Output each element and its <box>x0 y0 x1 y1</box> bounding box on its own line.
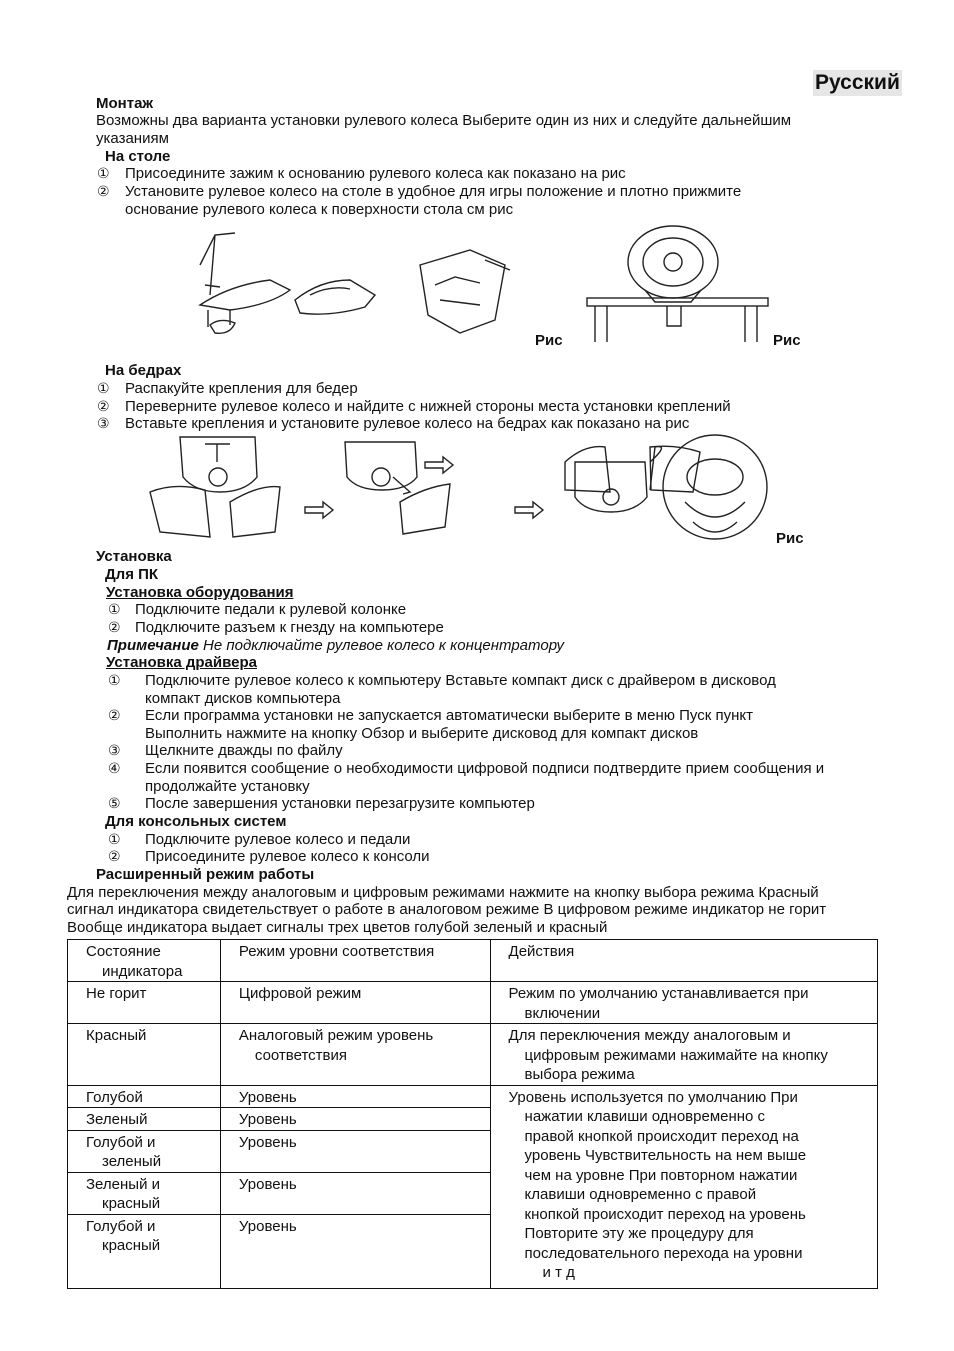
console-heading: Для консольных систем <box>105 813 287 830</box>
step-number: ② <box>97 183 110 199</box>
console-step-2: Присоедините рулевое колесо к консоли <box>145 848 430 865</box>
table-cell-text: Уровень <box>220 1172 490 1214</box>
table-cell-text: Уровень <box>220 1108 490 1131</box>
install-title: Установка <box>96 548 172 565</box>
table-step-2-cont: основание рулевого колеса к поверхности стола см рис <box>125 201 514 218</box>
driver-step-1-cont: компакт дисков компьютера <box>145 690 341 707</box>
step-number: ② <box>108 619 121 635</box>
table-step-1: Присоедините зажим к основанию рулевого колеса как показано на рис <box>125 165 626 182</box>
driver-heading: Установка драйвера <box>106 654 257 671</box>
table-cell-text <box>220 1024 490 1086</box>
table-cell-text: Для переключения между аналоговым и <box>508 1027 791 1044</box>
note <box>107 637 564 654</box>
note-label: Примечание <box>107 637 199 654</box>
table-row <box>68 982 878 1024</box>
note-text: Не подключайте рулевое колесо к концентратору <box>203 637 565 654</box>
header-state <box>68 940 221 982</box>
table-cell-text: Состояние <box>86 943 161 960</box>
wheel-on-table-figure <box>585 222 770 344</box>
driver-step-2-cont: Выполнить нажмите на кнопку Обзор и выберите дисковод для компакт дисков <box>145 725 699 742</box>
step-number: ① <box>108 601 121 617</box>
table-cell-text: Повторите эту же процедуру для <box>524 1225 754 1242</box>
driver-step-4-cont: продолжайте установку <box>145 778 310 795</box>
level-action-cell <box>490 1085 877 1288</box>
driver-step-2: Если программа установки не запускается автоматически выберите в меню Пуск пункт <box>145 707 754 724</box>
lap-mount-heading: На бедрах <box>105 362 182 379</box>
driver-step-3: Щелкните дважды по файлу <box>145 742 343 759</box>
table-cell-text: красный <box>102 1237 161 1254</box>
table-cell-text <box>68 1214 221 1288</box>
header-action: Действия <box>490 940 877 982</box>
table-cell-text: правой кнопкой происходит переход на <box>524 1127 799 1145</box>
table-cell-text: цифровым режимами нажимайте на кнопку <box>524 1046 828 1064</box>
step-number: ③ <box>108 742 121 758</box>
advanced-para-line3: Вообще индикатора выдает сигналы трех цветов голубой зеленый и красный <box>67 919 608 936</box>
figure-label: Рис <box>535 332 563 349</box>
advanced-para-line2: сигнал индикатора свидетельствует о работе в аналоговом режиме В цифровом режиме индикатор не горит <box>67 901 827 918</box>
table-cell-text: Красный <box>68 1024 221 1086</box>
step-number: ① <box>108 831 121 847</box>
lap-step-1: Распакуйте крепления для бедер <box>125 380 358 397</box>
driver-step-4: Если появится сообщение о необходимости цифровой подписи подтвердите прием сообщения и <box>145 760 825 777</box>
table-cell-text <box>490 982 877 1024</box>
lap-mount-sequence-figure <box>145 432 775 547</box>
table-cell-text: Голубой и <box>86 1217 156 1235</box>
table-row <box>68 1024 878 1086</box>
table-cell-text <box>68 1130 221 1172</box>
hardware-step-1: Подключите педали к рулевой колонке <box>135 601 407 618</box>
step-number: ② <box>97 398 110 414</box>
table-cell-text: уровень Чувствительность на нем выше <box>524 1147 807 1164</box>
table-cell-text: нажатии клавиши одновременно с <box>524 1108 766 1125</box>
table-cell-text: клавиши одновременно с правой <box>524 1186 757 1203</box>
table-cell-text: кнопкой происходит переход на уровень <box>524 1205 806 1223</box>
table-step-2: Установите рулевое колесо на столе в удобное для игры положение и плотно прижмите <box>125 183 742 200</box>
lap-step-3: Вставьте крепления и установите рулевое колесо на бедрах как показано на рис <box>125 415 690 432</box>
table-cell-text: соответствия <box>254 1046 347 1064</box>
step-number: ⑤ <box>108 795 121 811</box>
table-cell-text: Не горит <box>68 982 221 1024</box>
console-step-1: Подключите рулевое колесо и педали <box>145 831 411 848</box>
pc-heading: Для ПК <box>105 566 159 583</box>
step-number: ③ <box>97 415 110 431</box>
step-number: ④ <box>108 760 121 776</box>
table-cell-text: Уровень используется по умолчанию При <box>508 1088 798 1106</box>
table-cell-text <box>68 1172 221 1214</box>
header-mode: Режим уровни соответствия <box>220 940 490 982</box>
table-cell-text: Цифровой режим <box>220 982 490 1024</box>
hardware-heading: Установка оборудования <box>106 584 294 601</box>
table-cell-text: Голубой и <box>86 1133 156 1151</box>
table-cell-text: Зеленый и <box>86 1175 160 1193</box>
language-label: Русский <box>815 71 900 94</box>
table-row <box>68 1085 878 1108</box>
table-cell-text: Уровень <box>220 1130 490 1172</box>
step-number: ② <box>108 707 121 723</box>
advanced-title: Расширенный режим работы <box>96 866 315 883</box>
table-cell-text: чем на уровне При повторном нажатии <box>524 1166 798 1184</box>
advanced-para-line1: Для переключения между аналоговым и цифровым режимами нажмите на кнопку выбора режима Красный <box>67 884 819 901</box>
table-cell-text: Голубой <box>68 1085 221 1108</box>
table-cell-text: индикатора <box>102 962 183 980</box>
clamp-assembly-figure <box>190 225 535 345</box>
table-cell-text: Режим по умолчанию устанавливается при <box>508 985 809 1002</box>
figure-label: Рис <box>773 332 801 349</box>
lap-step-2: Переверните рулевое колесо и найдите с нижней стороны места установки креплений <box>125 398 731 415</box>
step-number: ① <box>97 380 110 396</box>
table-cell-text: красный <box>102 1195 161 1212</box>
driver-step-1: Подключите рулевое колесо к компьютеру Вставьте компакт диск с драйвером в дисковод <box>145 672 776 689</box>
driver-step-5: После завершения установки перезагрузите компьютер <box>145 795 535 812</box>
mount-intro-line1: Возможны два варианта установки рулевого колеса Выберите один из них и следуйте дальнейшим <box>96 112 792 129</box>
step-number: ① <box>108 672 121 688</box>
table-cell-text: включении <box>524 1004 601 1022</box>
table-cell-text: Уровень <box>220 1214 490 1288</box>
table-cell-text: Аналоговый режим уровень <box>238 1027 434 1044</box>
hardware-step-2: Подключите разъем к гнезду на компьютере <box>135 619 444 636</box>
table-mount-heading: На столе <box>105 148 171 165</box>
table-header-row <box>68 940 878 982</box>
mount-title: Монтаж <box>96 95 154 112</box>
step-number: ① <box>97 165 110 181</box>
table-cell-text <box>490 1024 877 1086</box>
table-cell-text: Зеленый <box>68 1108 221 1131</box>
table-cell-text: выбора режима <box>524 1066 635 1083</box>
table-cell-text: и т д <box>542 1264 575 1281</box>
table-cell-text: Уровень <box>220 1085 490 1108</box>
table-cell-text: зеленый <box>102 1153 162 1170</box>
mount-intro-line2: указаниям <box>96 130 169 147</box>
step-number: ② <box>108 848 121 864</box>
figure-label: Рис <box>776 530 804 547</box>
indicator-table <box>67 939 878 1289</box>
table-cell-text: последовательного перехода на уровни <box>524 1244 803 1262</box>
